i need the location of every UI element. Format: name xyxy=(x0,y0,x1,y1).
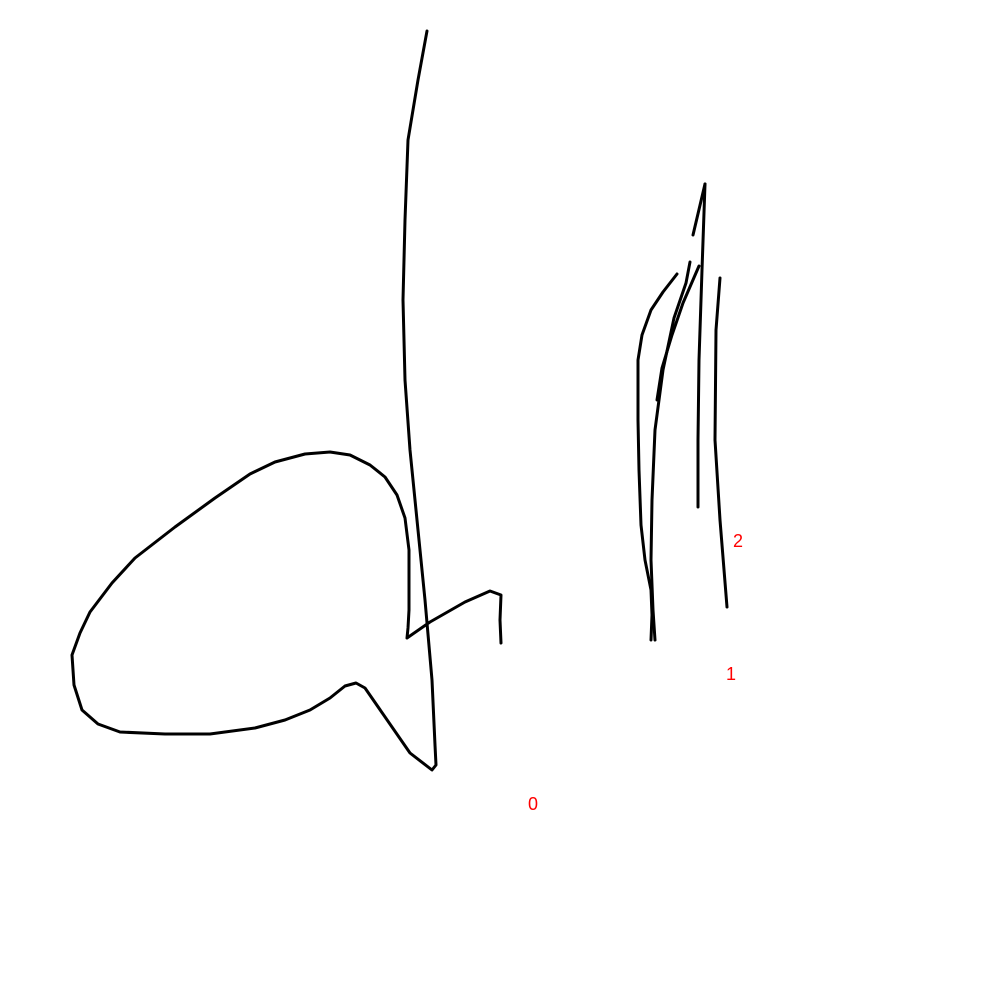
stroke-label-2: 2 xyxy=(733,531,744,551)
stroke-label-0: 0 xyxy=(528,794,539,814)
stroke-label-1: 1 xyxy=(726,664,737,684)
